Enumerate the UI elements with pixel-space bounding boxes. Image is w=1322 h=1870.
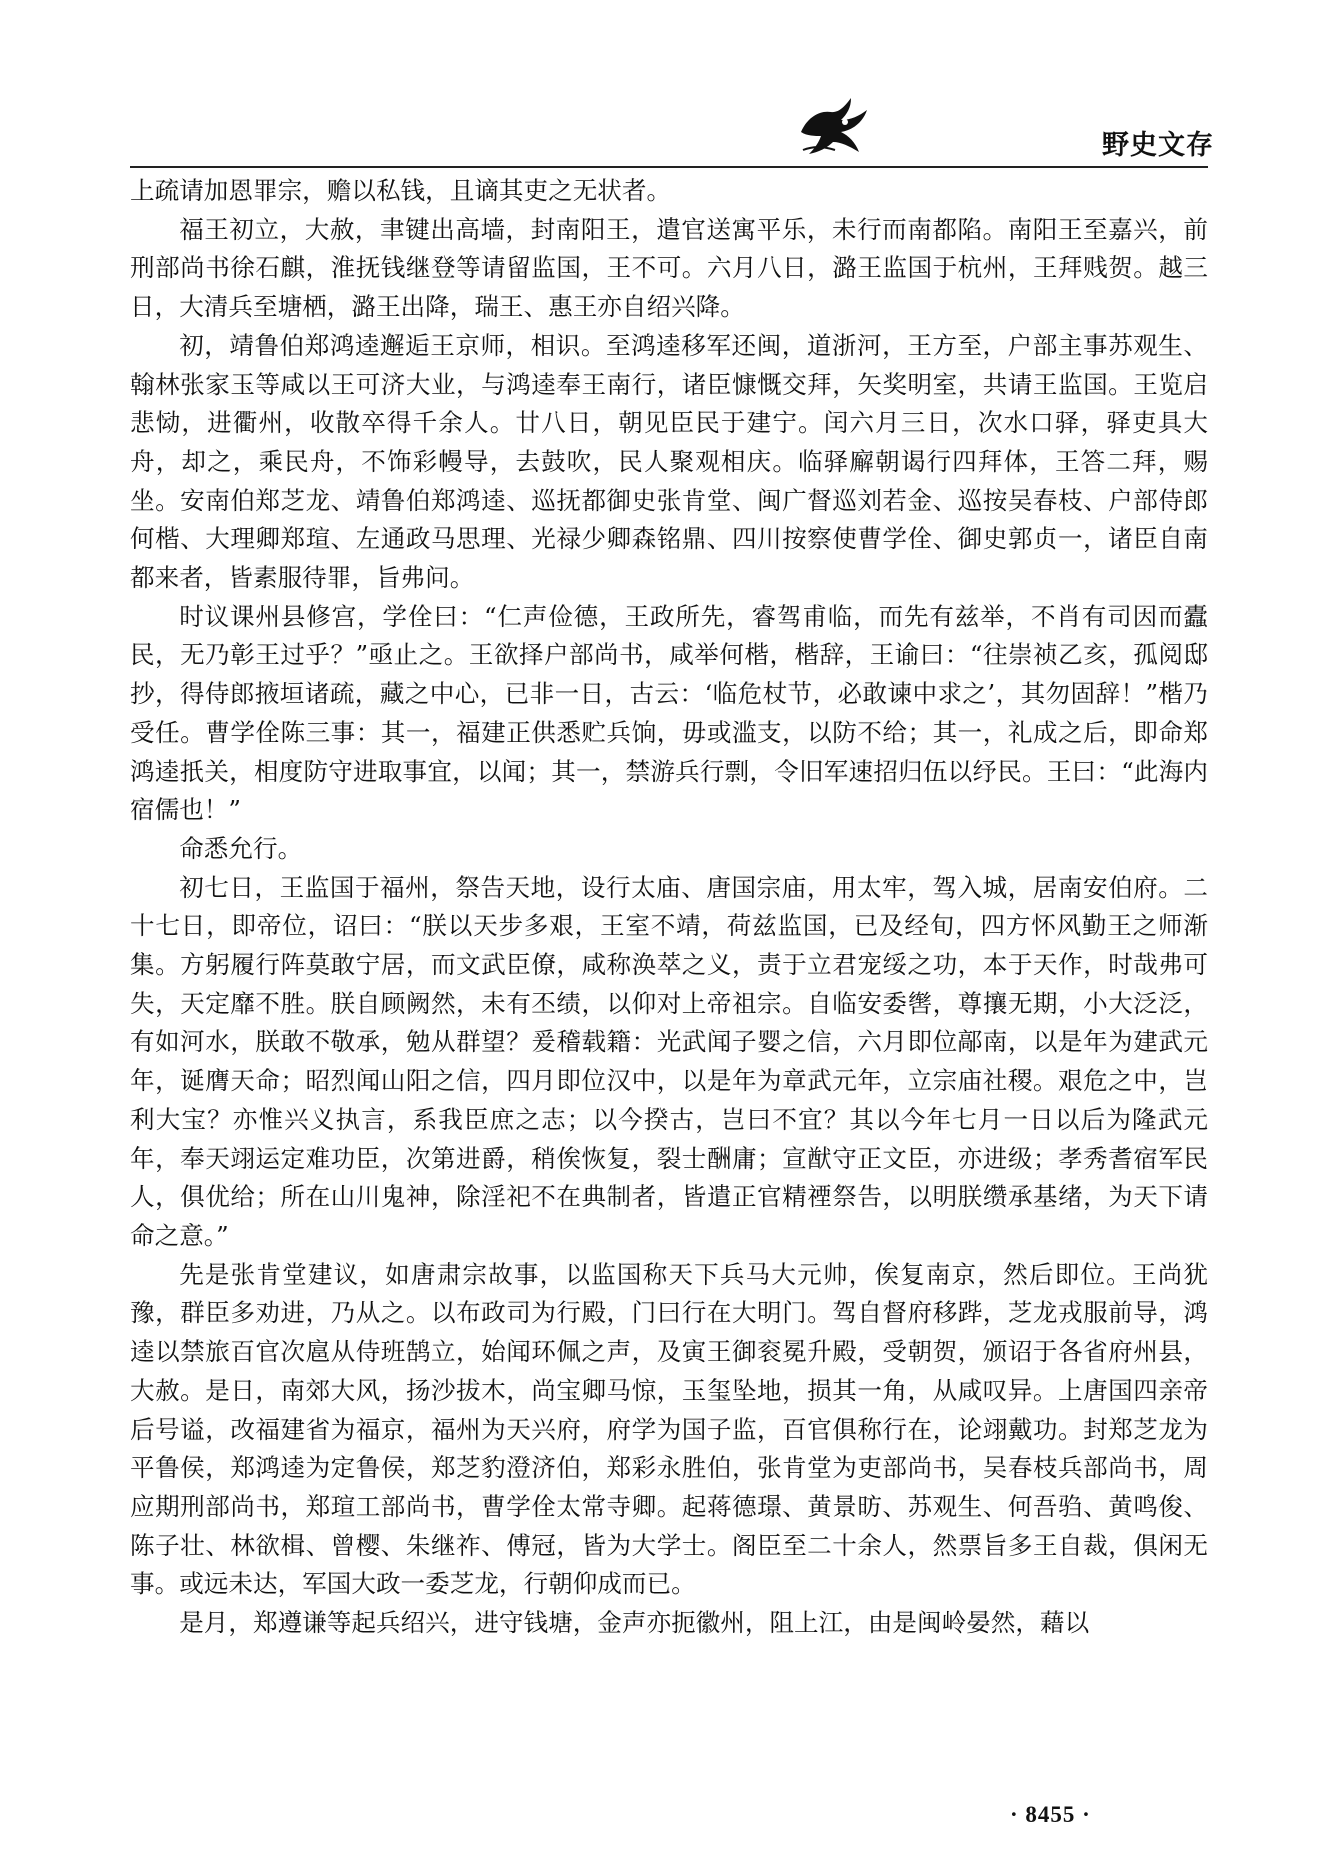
dragon-logo-icon — [793, 92, 873, 158]
paragraph: 命悉允行。 — [179, 833, 303, 863]
paragraph: 初，靖鲁伯郑鸿逵邂逅王京师，相识。至鸿逵移军还闽，道浙河，王方至，户部主事苏观生、翰林张家玉等咸以王可济大业，与鸿逵奉王南行，诸臣慷慨交拜，矢奖明室，共请王监国。王览启悲恸，进衢州，收散卒得千余人。廿八日，朝见臣民于建宁。闰六月三日，次水口驿，驿吏具大舟，却之，乘民舟，不饰彩幔导，去鼓吹，民人聚观相庆。临驿廨朝谒行四拜体，王答二拜，赐坐。安南伯郑芝龙、靖鲁伯郑鸿逵、巡抚都御史张肯堂、闽广督巡刘若金、巡按吴春枝、户部侍郎何楷、大理卿郑瑄、左通政马思理、光禄少卿森铭鼎、四川按察使曹学佺、御史郭贞一，诸臣自南都来者，皆素服待罪，旨弗问。 — [130, 330, 1208, 593]
paragraph: 上疏请加恩罪宗，赡以私钱，且谪其吏之无状者。 — [130, 176, 672, 205]
body-text — [130, 172, 1208, 1643]
page-number: · 8455 · — [1010, 1802, 1091, 1827]
paragraph: 是月，郑遵谦等起兵绍兴，进守钱塘，金声亦扼徽州，阻上江，由是闽岭晏然，藉以 — [179, 1608, 1090, 1638]
paragraph: 初七日，王监国于福州，祭告天地，设行太庙、唐国宗庙，用太牢，驾入城，居南安伯府。二十七日，即帝位，诏曰：“朕以天步多艰，王室不靖，荷兹监国，已及经旬，四方怀风勤王之师渐集。方躬履行阵莫敢宁居，而文武臣僚，咸称涣萃之义，责于立君宠绥之功，本于天作，时哉弗可失，天定靡不胜。朕自顾阙然，未有丕绩，以仰对上帝祖宗。自临安委辔，尊攘无期，小大泛泛，有如河水，朕敢不敬承，勉从群望？爰稽载籍：光武闻子婴之信，六月即位鄗南，以是年为建武元年，诞膺天命；昭烈闻山阳之信，四月即位汉中，以是年为章武元年，立宗庙社稷。艰危之中，岂利大宝？亦惟兴义执言，系我臣庶之志；以今揆古，岂曰不宜？其以今年七月一日以后为隆武元年，奉天翊运定难功臣，次第进爵，稍俟恢复，裂士酬庸；宣猷守正文臣，亦进级；孝秀耆宿军民人，俱优给；所在山川鬼神，除淫祀不在典制者，皆遣正官精禋祭告，以明朕缵承基绪，为天下请命之意。” — [130, 872, 1208, 1250]
paragraph: 福王初立，大赦，聿键出高墙，封南阳王，遣官送寓平乐，未行而南都陷。南阳王至嘉兴，前刑部尚书徐石麒，淮抚钱继登等请留监国，王不可。六月八日，潞王监国于杭州，王拜贱贺。越三日，大清兵至塘栖，潞王出降，瑞王、惠王亦自绍兴降。 — [130, 214, 1208, 322]
header-divider — [130, 166, 1208, 168]
page-header — [0, 0, 1322, 175]
paragraph: 时议课州县修宫，学佺曰：“仁声俭德，王政所先，睿驾甫临，而先有兹举，不肖有司因而蠹民，无乃彰王过乎？”亟止之。王欲择户部尚书，咸举何楷，楷辞，王谕曰：“往崇祯乙亥，孤阅邸抄，得侍郎掖垣诸疏，藏之中心，已非一日，古云：‘临危杖节，必敢谏中求之’，其勿固辞！”楷乃受任。曹学佺陈三事：其一，福建正供悉贮兵饷，毋或滥支，以防不给；其一，礼成之后，即命郑鸿逵扺关，相度防守进取事宜，以闻；其一，禁游兵行剽，令旧军速招归伍以纾民。王曰：“此海内宿儒也！” — [130, 601, 1208, 825]
paragraph: 先是张肯堂建议，如唐肃宗故事，以监国称天下兵马大元帅，俟复南京，然后即位。王尚犹豫，群臣多劝进，乃从之。以布政司为行殿，门曰行在大明门。驾自督府移跸，芝龙戎服前导，鸿逵以禁旅百官次扈从侍班鹄立，始闻环佩之声，及寅王御衮冕升殿，受朝贺，颁诏于各省府州县，大赦。是日，南郊大风，扬沙拔木，尚宝卿马惊，玉玺坠地，损其一角，从咸叹异。上唐国四亲帝后号谥，改福建省为福京，福州为天兴府，府学为国子监，百官俱称行在，论翊戴功。封郑芝龙为平鲁侯，郑鸿逵为定鲁侯，郑芝豹澄济伯，郑彩永胜伯，张肯堂为吏部尚书，吴春枝兵部尚书，周应期刑部尚书，郑瑄工部尚书，曹学佺太常寺卿。起蒋德璟、黄景昉、苏观生、何吾驺、黄鸣俊、陈子壮、林欲楫、曾樱、朱继祚、傅冠，皆为大学士。阁臣至二十余人，然票旨多王自裁，俱闲无事。或远未达，军国大政一委芝龙，行朝仰成而已。 — [130, 1259, 1208, 1599]
series-title: 野史文存 — [1102, 130, 1214, 161]
